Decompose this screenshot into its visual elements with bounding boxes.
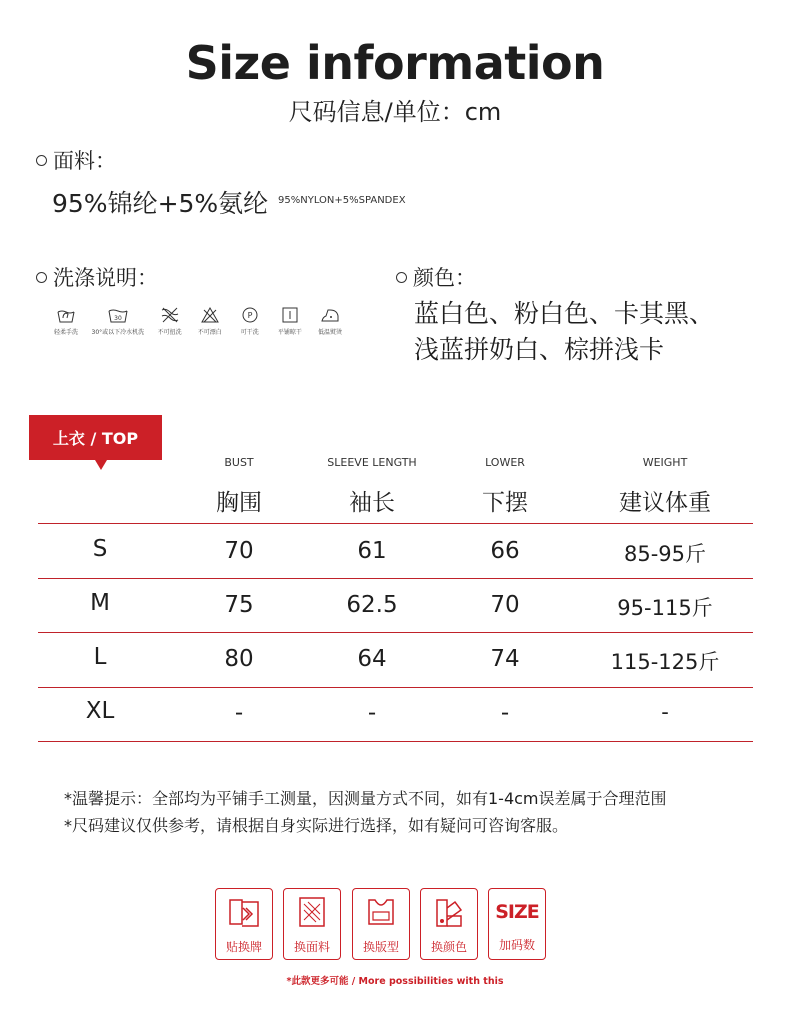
page-title: Size information bbox=[185, 36, 605, 90]
bullet-circle-icon bbox=[36, 272, 47, 283]
svg-text:30: 30 bbox=[114, 315, 122, 322]
care-symbols bbox=[48, 306, 348, 336]
colors-heading-label: 颜色： bbox=[413, 266, 476, 290]
column-header-en: SLEEVE LENGTH bbox=[327, 456, 417, 469]
color-options-line: 蓝白色、粉白色、卡其黑、 bbox=[414, 299, 715, 328]
care-item bbox=[192, 306, 228, 336]
care-item bbox=[312, 306, 348, 336]
care-item bbox=[272, 306, 308, 336]
no-bleach-icon bbox=[200, 306, 220, 324]
table-cell: 64 bbox=[357, 646, 387, 672]
size-label: L bbox=[93, 644, 107, 670]
low-iron-icon bbox=[320, 306, 340, 324]
care-label: 可干洗 bbox=[240, 329, 259, 336]
table-cell: 61 bbox=[357, 538, 387, 564]
table-cell: 75 bbox=[224, 592, 254, 618]
badge-label: 换颜色 bbox=[430, 940, 467, 954]
column-header-cn: 胸围 bbox=[216, 490, 262, 516]
size-label: M bbox=[90, 590, 110, 616]
table-divider bbox=[38, 632, 753, 633]
table-cell: 62.5 bbox=[346, 592, 398, 618]
color-options-line: 浅蓝拼奶白、棕拼浅卡 bbox=[414, 335, 665, 364]
hand-wash-icon bbox=[56, 306, 76, 324]
table-divider bbox=[38, 741, 753, 742]
fabric-composition-en: 95%NYLON+5%SPANDEX bbox=[278, 195, 406, 206]
size-advice-note: *尺码建议仅供参考，请根据自身实际进行选择，如有疑问可咨询客服。 bbox=[64, 816, 569, 835]
size-label: XL bbox=[85, 698, 115, 724]
pattern-swap-icon bbox=[361, 894, 401, 930]
care-label: 不可扭洗 bbox=[157, 329, 182, 336]
care-label: 30°或以下冷水机洗 bbox=[91, 329, 145, 336]
badge-label: 换面料 bbox=[293, 940, 330, 954]
table-cell: 85-95斤 bbox=[623, 542, 707, 566]
column-header-en: BUST bbox=[224, 456, 254, 469]
table-cell: - bbox=[500, 700, 510, 726]
care-item bbox=[232, 306, 268, 336]
tag-pointer bbox=[95, 460, 107, 470]
column-header-cn: 袖长 bbox=[349, 490, 395, 516]
table-cell: 80 bbox=[224, 646, 254, 672]
badge-label: 换版型 bbox=[362, 940, 399, 954]
care-item bbox=[88, 306, 148, 336]
tag-swap-icon bbox=[224, 894, 264, 930]
fabric-swap-icon bbox=[292, 894, 332, 930]
table-cell: 70 bbox=[224, 538, 254, 564]
care-item bbox=[152, 306, 188, 336]
care-heading-label: 洗涤说明： bbox=[53, 266, 158, 290]
badge-size-add bbox=[488, 888, 546, 960]
badge-label: 贴换牌 bbox=[225, 940, 262, 954]
table-cell: 115-125斤 bbox=[610, 650, 720, 674]
table-cell: 95-115斤 bbox=[617, 596, 713, 620]
fabric-heading-label: 面料： bbox=[53, 149, 116, 173]
flat-dry-icon bbox=[280, 306, 300, 324]
badge-label: 加码数 bbox=[498, 938, 535, 952]
table-divider bbox=[38, 687, 753, 688]
table-cell: - bbox=[234, 700, 244, 726]
size-label: S bbox=[92, 536, 108, 562]
badge-pattern-swap bbox=[352, 888, 410, 960]
wash-30-icon bbox=[108, 306, 128, 324]
measurement-note: *温馨提示：全部均为平铺手工测量，因测量方式不同，如有1-4cm误差属于合理范围 bbox=[64, 789, 667, 808]
svg-text:P: P bbox=[247, 311, 253, 320]
column-header-en: WEIGHT bbox=[642, 456, 688, 469]
color-swap-icon bbox=[429, 894, 469, 930]
size-add-icon: SIZE bbox=[495, 901, 539, 923]
table-cell: 70 bbox=[490, 592, 520, 618]
badge-fabric-swap bbox=[283, 888, 341, 960]
column-header-cn: 建议体重 bbox=[619, 490, 711, 516]
care-heading bbox=[36, 262, 158, 292]
table-cell: 66 bbox=[490, 538, 520, 564]
care-label: 平铺晾干 bbox=[277, 329, 302, 336]
care-item bbox=[48, 306, 84, 336]
page-subtitle: 尺码信息/单位：cm bbox=[288, 98, 502, 126]
column-header-en: LOWER bbox=[485, 456, 525, 469]
table-divider bbox=[38, 523, 753, 524]
color-options bbox=[414, 296, 714, 368]
care-label: 低温熨烫 bbox=[317, 329, 342, 336]
fabric-heading bbox=[36, 145, 116, 175]
bullet-circle-icon bbox=[396, 272, 407, 283]
table-cell: - bbox=[661, 700, 669, 724]
footer-note: *此款更多可能 / More possibilities with this bbox=[286, 976, 504, 987]
table-divider bbox=[38, 578, 753, 579]
category-tag: 上衣 / TOP bbox=[29, 415, 162, 460]
no-wring-icon bbox=[160, 306, 180, 324]
bullet-circle-icon bbox=[36, 155, 47, 166]
care-label: 轻柔手洗 bbox=[54, 329, 79, 336]
fabric-composition-cn: 95%锦纶+5%氨纶 bbox=[52, 189, 269, 218]
badge-tag-swap bbox=[215, 888, 273, 960]
table-cell: - bbox=[367, 700, 377, 726]
table-cell: 74 bbox=[490, 646, 520, 672]
dry-clean-icon bbox=[240, 306, 260, 324]
badge-color-swap bbox=[420, 888, 478, 960]
column-header-cn: 下摆 bbox=[482, 490, 528, 516]
care-label: 不可漂白 bbox=[197, 329, 222, 336]
colors-heading bbox=[396, 262, 476, 292]
